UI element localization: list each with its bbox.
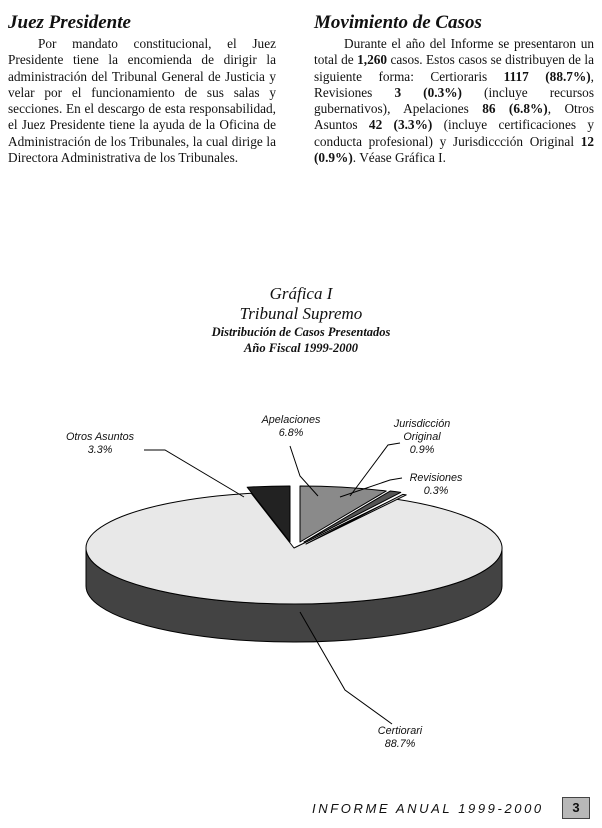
total-cases: 1,260 bbox=[357, 52, 388, 68]
label-apelaciones: Apelaciones 6.8% bbox=[261, 414, 321, 439]
chart-caption-line1: Distribución de Casos Presentados bbox=[211, 325, 391, 339]
slice-certiorari bbox=[86, 493, 502, 604]
chart-heading bbox=[0, 284, 602, 356]
pie-chart bbox=[0, 400, 602, 780]
section-title-movimiento-casos: Movimiento de Casos bbox=[314, 12, 482, 33]
right-column bbox=[314, 12, 594, 166]
label-otros-asuntos: Otros Asuntos 3.3% bbox=[65, 431, 134, 456]
footer-report-title: INFORME ANUAL 1999-2000 bbox=[312, 801, 544, 816]
label-revisiones: Revisiones 0.3% bbox=[409, 472, 463, 497]
chart-subtitle: Tribunal Supremo bbox=[239, 304, 363, 323]
jurisdiccion-original-count: 12 (0.9%) bbox=[314, 133, 594, 166]
juez-presidente-paragraph: Por mandato constitucional, el Juez Presidente tiene la encomienda de dirigir la administración del Tribunal General de Justicia y velar por el funcionamiento de sus salas y secciones. En el descargo de esta responsabilidad, el Juez Presidente tiene la ayuda de la Oficina de Administración de los Tribunales, la cual dirige la Directora Administrativa de los Tribunales. bbox=[8, 36, 276, 166]
section-title-juez-presidente: Juez Presidente bbox=[8, 12, 131, 33]
page-number: 3 bbox=[562, 797, 590, 819]
label-certiorari: Certiorari 88.7% bbox=[377, 725, 423, 750]
movimiento-casos-paragraph: Durante el año del Informe se presentaron un total de 1,260 casos. Estos casos se distribuyen de la siguiente forma: Certioraris 1117 (88.7%), Revisiones 3 (0.3%) (incluye recursos gubernativos), Apelaciones 86 (6.8%), Otros Asuntos 42 (3.3%) (incluye certificaciones y conducta profesional) y Jurisdiccción Original 12 (0.9%). Véase Gráfica I. bbox=[314, 36, 595, 166]
left-column bbox=[8, 12, 276, 166]
leader-otros-asuntos bbox=[144, 450, 244, 497]
otros-asuntos-count: 42 (3.3%) bbox=[368, 117, 433, 133]
label-jurisdiccion-original: Jurisdicción Original 0.9% bbox=[393, 418, 451, 456]
certiorari-count: 1117 (88.7%) bbox=[503, 68, 591, 84]
revisiones-count: 3 (0.3%) bbox=[394, 84, 462, 100]
apelaciones-count: 86 (6.8%) bbox=[482, 101, 548, 117]
chart-caption-line2: Año Fiscal 1999-2000 bbox=[244, 341, 358, 355]
chart-title: Gráfica I bbox=[269, 284, 333, 303]
